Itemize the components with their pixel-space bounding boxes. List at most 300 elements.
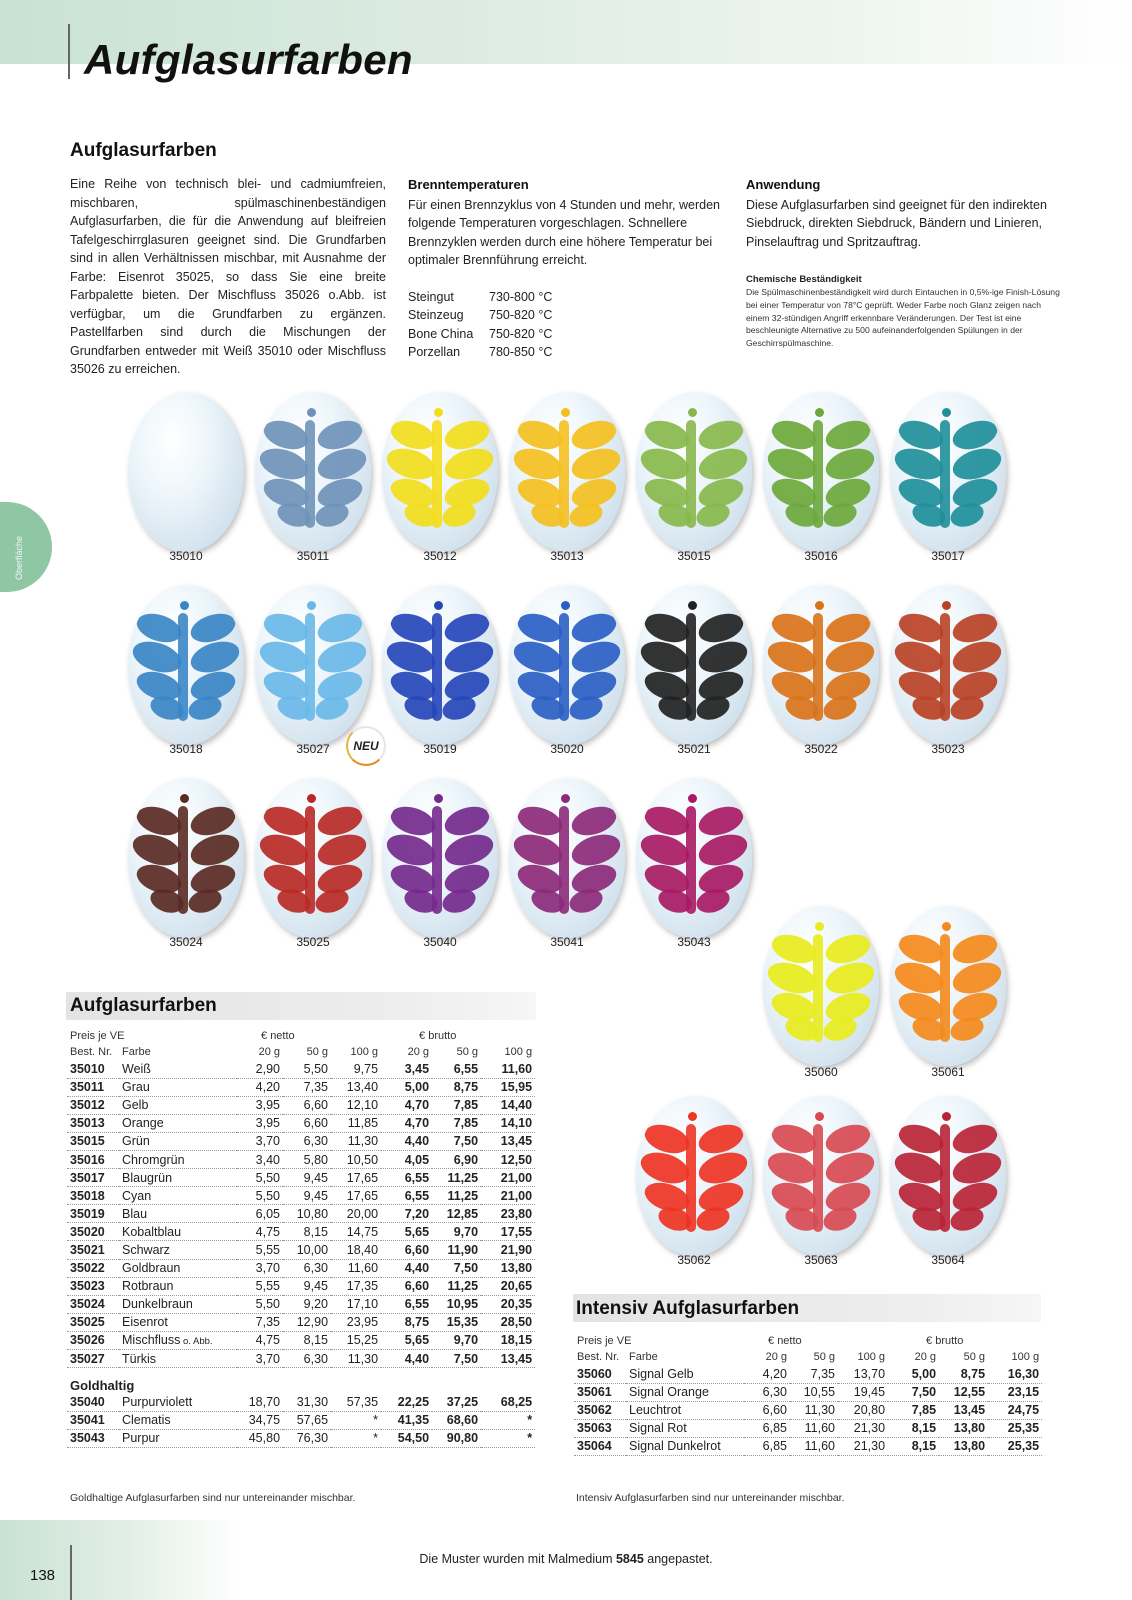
color-swatch bbox=[890, 392, 1006, 552]
swatch-code: 35010 bbox=[169, 549, 203, 563]
price-brutto: 37,25 bbox=[432, 1393, 481, 1411]
price-netto: 19,45 bbox=[838, 1383, 888, 1401]
color-swatch bbox=[509, 392, 625, 552]
swatch-code: 35062 bbox=[677, 1253, 711, 1267]
swatch-code: 35023 bbox=[931, 742, 965, 756]
price-netto: 6,60 bbox=[283, 1096, 331, 1114]
price-netto: 17,35 bbox=[331, 1277, 381, 1295]
table-row bbox=[67, 1187, 535, 1205]
swatch-code: 35061 bbox=[931, 1065, 965, 1079]
price-netto: 4,75 bbox=[237, 1331, 283, 1349]
price-brutto: 4,40 bbox=[381, 1350, 432, 1368]
price-brutto: 4,40 bbox=[381, 1132, 432, 1150]
order-number: 35041 bbox=[67, 1411, 119, 1429]
swatch-code: 35022 bbox=[804, 742, 838, 756]
price-netto: 7,35 bbox=[237, 1313, 283, 1331]
price-brutto: 13,80 bbox=[481, 1259, 535, 1277]
color-name: Rotbraun bbox=[119, 1277, 237, 1295]
col-header-size: 20 g bbox=[765, 1351, 788, 1363]
table-row bbox=[574, 1419, 1042, 1437]
price-brutto: 13,80 bbox=[939, 1419, 988, 1437]
price-brutto: 9,70 bbox=[432, 1223, 481, 1241]
color-swatch bbox=[382, 585, 498, 745]
price-brutto: 7,50 bbox=[432, 1132, 481, 1150]
table1-title: Aufglasurfarben bbox=[70, 995, 217, 1016]
price-brutto: 10,95 bbox=[432, 1295, 481, 1313]
order-number: 35023 bbox=[67, 1277, 119, 1295]
price-brutto: 12,50 bbox=[481, 1150, 535, 1168]
swatch-dot bbox=[815, 408, 824, 417]
group-row bbox=[67, 1368, 535, 1394]
price-netto: 8,15 bbox=[283, 1331, 331, 1349]
table-row bbox=[67, 1078, 535, 1096]
swatch-code: 35011 bbox=[296, 549, 330, 563]
price-brutto: 7,85 bbox=[432, 1096, 481, 1114]
price-brutto: 13,45 bbox=[481, 1132, 535, 1150]
price-netto: 6,05 bbox=[237, 1205, 283, 1223]
swatch-dot bbox=[815, 601, 824, 610]
price-netto: 7,35 bbox=[283, 1078, 331, 1096]
price-brutto: 21,90 bbox=[481, 1241, 535, 1259]
preis-label: Preis je VE bbox=[70, 1030, 125, 1042]
price-netto: * bbox=[331, 1411, 381, 1429]
color-swatch bbox=[763, 392, 879, 552]
price-netto: 10,00 bbox=[283, 1241, 331, 1259]
table-row bbox=[574, 1401, 1042, 1419]
table-row bbox=[67, 1241, 535, 1259]
anwendung-text: Diese Aufglasurfarben sind geeignet für den indirekten Siebdruck, direkten Siebdruck, Bändern und Linieren, Pinselauftrag und Spritzauftrag. bbox=[746, 197, 1047, 249]
swatch-code: 35064 bbox=[931, 1253, 965, 1267]
swatch-code: 35027 bbox=[296, 742, 330, 756]
swatch-code: 35025 bbox=[296, 935, 330, 949]
swatch-dot bbox=[815, 1112, 824, 1121]
color-swatch bbox=[763, 585, 879, 745]
table-row bbox=[67, 1411, 535, 1429]
color-swatch bbox=[255, 585, 371, 745]
price-netto: 12,10 bbox=[331, 1096, 381, 1114]
netto-label: € netto bbox=[261, 1030, 295, 1042]
table-row bbox=[67, 1331, 535, 1349]
price-brutto: 22,25 bbox=[381, 1393, 432, 1411]
color-name: Gelb bbox=[119, 1096, 237, 1114]
price-brutto: 8,75 bbox=[381, 1313, 432, 1331]
price-brutto: 16,30 bbox=[988, 1365, 1042, 1383]
temp-material: Steinzeug bbox=[408, 308, 464, 322]
page-title: Aufglasurfarben bbox=[84, 36, 413, 83]
swatch-dot bbox=[561, 794, 570, 803]
price-netto: 57,35 bbox=[331, 1393, 381, 1411]
swatch-dot bbox=[942, 1112, 951, 1121]
price-brutto: * bbox=[481, 1411, 535, 1429]
price-netto: 14,75 bbox=[331, 1223, 381, 1241]
side-tab[interactable] bbox=[0, 502, 52, 592]
color-name: Signal Dunkelrot bbox=[626, 1437, 744, 1455]
price-netto: 9,45 bbox=[283, 1277, 331, 1295]
price-netto: 3,70 bbox=[237, 1132, 283, 1150]
order-number: 35060 bbox=[574, 1365, 626, 1383]
temperature-list bbox=[408, 288, 726, 362]
note-abbr: o. Abb. bbox=[180, 1336, 213, 1348]
price-netto: 7,35 bbox=[790, 1365, 838, 1383]
color-name: Signal Orange bbox=[626, 1383, 744, 1401]
col-header-nr: Best. Nr. bbox=[70, 1046, 113, 1058]
color-name: Purpurviolett bbox=[119, 1393, 237, 1411]
swatch-code: 35041 bbox=[550, 935, 584, 949]
price-brutto: 7,20 bbox=[381, 1205, 432, 1223]
color-swatch bbox=[128, 392, 244, 552]
col-header-nr: Best. Nr. bbox=[577, 1351, 620, 1363]
order-number: 35043 bbox=[67, 1429, 119, 1447]
price-netto: 5,50 bbox=[237, 1295, 283, 1313]
order-number: 35018 bbox=[67, 1187, 119, 1205]
price-netto: 5,80 bbox=[283, 1150, 331, 1168]
price-brutto: 4,40 bbox=[381, 1259, 432, 1277]
temp-value: 750-820 °C bbox=[489, 308, 553, 322]
price-netto: 15,25 bbox=[331, 1331, 381, 1349]
order-number: 35013 bbox=[67, 1114, 119, 1132]
swatch-code: 35018 bbox=[169, 742, 203, 756]
order-number: 35040 bbox=[67, 1393, 119, 1411]
color-swatch bbox=[636, 778, 752, 938]
swatch-dot bbox=[688, 1112, 697, 1121]
price-brutto: 11,60 bbox=[481, 1060, 535, 1078]
color-name: Cyan bbox=[119, 1187, 237, 1205]
swatch-dot bbox=[434, 794, 443, 803]
price-brutto: 5,65 bbox=[381, 1331, 432, 1349]
swatch-code: 35019 bbox=[423, 742, 457, 756]
price-brutto: 5,00 bbox=[888, 1365, 939, 1383]
price-netto: 45,80 bbox=[237, 1429, 283, 1447]
price-brutto: 17,55 bbox=[481, 1223, 535, 1241]
price-brutto: 3,45 bbox=[381, 1060, 432, 1078]
order-number: 35027 bbox=[67, 1350, 119, 1368]
price-brutto: 14,10 bbox=[481, 1114, 535, 1132]
order-number: 35063 bbox=[574, 1419, 626, 1437]
brenn-column bbox=[408, 176, 726, 362]
price-netto: 3,40 bbox=[237, 1150, 283, 1168]
order-number: 35026 bbox=[67, 1331, 119, 1349]
order-number: 35062 bbox=[574, 1401, 626, 1419]
swatch-code: 35024 bbox=[169, 935, 203, 949]
price-netto: 20,00 bbox=[331, 1205, 381, 1223]
anwendung-column bbox=[746, 176, 1064, 350]
swatch-dot bbox=[688, 601, 697, 610]
col-header-size: 50 g bbox=[456, 1046, 479, 1058]
price-brutto: 24,75 bbox=[988, 1401, 1042, 1419]
price-netto: 17,10 bbox=[331, 1295, 381, 1313]
swatch-dot bbox=[307, 794, 316, 803]
price-brutto: 21,00 bbox=[481, 1169, 535, 1187]
chem-text: Die Spülmaschinenbeständigkeit wird durch Eintauchen in 0,5%-ige Finish-Lösung bei einer Temperatur von 78°C geprüft. Weder Farbe noch Glanz zeigen nach einem 32-stündigen Angriff erkennbare Veränderungen. Der Test ist eine beschleunigte Alternative zu 500 aufeinanderfolgenden Spülungen in der Geschirrspülmaschine. bbox=[746, 287, 1060, 349]
swatch-code: 35021 bbox=[677, 742, 711, 756]
order-number: 35019 bbox=[67, 1205, 119, 1223]
price-netto: 11,60 bbox=[790, 1419, 838, 1437]
brenn-heading: Brenntemperaturen bbox=[408, 177, 529, 192]
temp-material: Steingut bbox=[408, 289, 454, 304]
color-swatch bbox=[636, 392, 752, 552]
color-name: Grün bbox=[119, 1132, 237, 1150]
price-netto: 5,50 bbox=[283, 1060, 331, 1078]
table-row bbox=[574, 1383, 1042, 1401]
footer-note-text: Die Muster wurden mit Malmedium bbox=[419, 1552, 616, 1566]
color-swatch bbox=[255, 392, 371, 552]
color-name: Kobaltblau bbox=[119, 1223, 237, 1241]
price-brutto: 12,85 bbox=[432, 1205, 481, 1223]
color-name: Mischfluss o. Abb. bbox=[119, 1331, 237, 1349]
swatch-code: 35015 bbox=[677, 549, 711, 563]
table-row bbox=[574, 1437, 1042, 1455]
price-netto: 34,75 bbox=[237, 1411, 283, 1429]
side-tab-label: Oberfläche bbox=[14, 535, 24, 580]
anwendung-heading: Anwendung bbox=[746, 177, 821, 192]
price-brutto: 11,25 bbox=[432, 1187, 481, 1205]
price-brutto: 8,75 bbox=[432, 1078, 481, 1096]
price-netto: 3,70 bbox=[237, 1350, 283, 1368]
chem-heading: Chemische Beständigkeit bbox=[746, 274, 862, 285]
order-number: 35012 bbox=[67, 1096, 119, 1114]
swatch-code: 35063 bbox=[804, 1253, 838, 1267]
swatch-dot bbox=[434, 408, 443, 417]
price-netto: 4,20 bbox=[237, 1078, 283, 1096]
order-number: 35022 bbox=[67, 1259, 119, 1277]
table-row bbox=[67, 1060, 535, 1078]
color-name: Goldbraun bbox=[119, 1259, 237, 1277]
swatch-dot bbox=[307, 408, 316, 417]
col-header-size: 20 g bbox=[407, 1046, 430, 1058]
color-swatch bbox=[509, 585, 625, 745]
footer-note bbox=[0, 1552, 1132, 1566]
price-netto: 76,30 bbox=[283, 1429, 331, 1447]
price-brutto: 41,35 bbox=[381, 1411, 432, 1429]
table-row bbox=[67, 1169, 535, 1187]
price-netto: 5,55 bbox=[237, 1277, 283, 1295]
price-brutto: 4,05 bbox=[381, 1150, 432, 1168]
price-netto: 13,40 bbox=[331, 1078, 381, 1096]
price-brutto: 23,15 bbox=[988, 1383, 1042, 1401]
price-netto: 9,45 bbox=[283, 1187, 331, 1205]
price-netto: 12,90 bbox=[283, 1313, 331, 1331]
price-netto: 6,30 bbox=[283, 1259, 331, 1277]
price-netto: 13,70 bbox=[838, 1365, 888, 1383]
price-brutto: 8,15 bbox=[888, 1437, 939, 1455]
color-name: Signal Gelb bbox=[626, 1365, 744, 1383]
table-row bbox=[67, 1223, 535, 1241]
price-netto: 11,60 bbox=[331, 1259, 381, 1277]
swatch-dot bbox=[434, 601, 443, 610]
price-netto: 57,65 bbox=[283, 1411, 331, 1429]
price-brutto: 9,70 bbox=[432, 1331, 481, 1349]
page-number: 138 bbox=[30, 1567, 56, 1584]
price-brutto: 11,25 bbox=[432, 1169, 481, 1187]
price-brutto: 7,50 bbox=[432, 1350, 481, 1368]
price-brutto: 5,00 bbox=[381, 1078, 432, 1096]
col-header-farbe: Farbe bbox=[122, 1046, 151, 1058]
temp-material: Porzellan bbox=[408, 345, 461, 359]
preis-label: Preis je VE bbox=[577, 1335, 632, 1347]
price-brutto: 5,65 bbox=[381, 1223, 432, 1241]
price-netto: 6,85 bbox=[744, 1419, 790, 1437]
price-brutto: 28,50 bbox=[481, 1313, 535, 1331]
order-number: 35016 bbox=[67, 1150, 119, 1168]
price-brutto: 15,35 bbox=[432, 1313, 481, 1331]
price-netto: 6,60 bbox=[744, 1401, 790, 1419]
price-netto: 6,30 bbox=[744, 1383, 790, 1401]
price-brutto: 11,25 bbox=[432, 1277, 481, 1295]
color-name: Dunkelbraun bbox=[119, 1295, 237, 1313]
price-brutto: 25,35 bbox=[988, 1437, 1042, 1455]
price-brutto: 90,80 bbox=[432, 1429, 481, 1447]
price-netto: 17,65 bbox=[331, 1169, 381, 1187]
color-name: Clematis bbox=[119, 1411, 237, 1429]
price-brutto: 18,15 bbox=[481, 1331, 535, 1349]
price-netto: 9,20 bbox=[283, 1295, 331, 1313]
color-name: Signal Rot bbox=[626, 1419, 744, 1437]
swatch-dot bbox=[688, 794, 697, 803]
price-brutto: 12,55 bbox=[939, 1383, 988, 1401]
price-netto: 10,55 bbox=[790, 1383, 838, 1401]
temp-row bbox=[408, 306, 726, 325]
price-netto: 17,65 bbox=[331, 1187, 381, 1205]
table-row bbox=[67, 1277, 535, 1295]
swatch-dot bbox=[942, 601, 951, 610]
temp-value: 750-820 °C bbox=[489, 326, 553, 341]
swatch-code: 35013 bbox=[550, 549, 584, 563]
order-number: 35010 bbox=[67, 1060, 119, 1078]
swatch-code: 35043 bbox=[677, 935, 711, 949]
swatch-dot bbox=[942, 922, 951, 931]
color-name: Blau bbox=[119, 1205, 237, 1223]
price-netto: 21,30 bbox=[838, 1437, 888, 1455]
order-number: 35011 bbox=[67, 1078, 119, 1096]
price-brutto: 7,50 bbox=[888, 1383, 939, 1401]
price-brutto: 4,70 bbox=[381, 1096, 432, 1114]
color-swatch bbox=[636, 585, 752, 745]
col-header-size: 100 g bbox=[1011, 1351, 1040, 1363]
table-row bbox=[67, 1096, 535, 1114]
temp-row bbox=[408, 343, 726, 362]
title-rule bbox=[68, 24, 70, 79]
color-name: Grau bbox=[119, 1078, 237, 1096]
price-brutto: 14,40 bbox=[481, 1096, 535, 1114]
price-netto: 4,20 bbox=[744, 1365, 790, 1383]
price-brutto: 4,70 bbox=[381, 1114, 432, 1132]
swatch-dot bbox=[180, 601, 189, 610]
price-netto: 11,85 bbox=[331, 1114, 381, 1132]
swatch-code: 35017 bbox=[931, 549, 965, 563]
swatch-dot bbox=[815, 922, 824, 931]
price-brutto: 15,95 bbox=[481, 1078, 535, 1096]
price-netto: 18,70 bbox=[237, 1393, 283, 1411]
price-netto: 9,45 bbox=[283, 1169, 331, 1187]
col-header-size: 50 g bbox=[963, 1351, 986, 1363]
price-brutto: * bbox=[481, 1429, 535, 1447]
price-table-intensiv bbox=[574, 1333, 1042, 1456]
col-header-size: 20 g bbox=[914, 1351, 937, 1363]
price-brutto: 7,85 bbox=[888, 1401, 939, 1419]
color-swatch bbox=[382, 778, 498, 938]
color-swatch bbox=[255, 778, 371, 938]
temp-row bbox=[408, 288, 726, 307]
swatch-dot bbox=[180, 794, 189, 803]
order-number: 35020 bbox=[67, 1223, 119, 1241]
price-netto: 21,30 bbox=[838, 1419, 888, 1437]
color-swatch bbox=[890, 1096, 1006, 1256]
price-brutto: 68,60 bbox=[432, 1411, 481, 1429]
swatch-code: 35020 bbox=[550, 742, 584, 756]
order-number: 35024 bbox=[67, 1295, 119, 1313]
price-brutto: 13,45 bbox=[939, 1401, 988, 1419]
order-number: 35061 bbox=[574, 1383, 626, 1401]
price-netto: 9,75 bbox=[331, 1060, 381, 1078]
temp-material: Bone China bbox=[408, 326, 474, 341]
table-row bbox=[67, 1429, 535, 1447]
price-brutto: 13,45 bbox=[481, 1350, 535, 1368]
price-netto: 5,50 bbox=[237, 1187, 283, 1205]
color-swatch bbox=[382, 392, 498, 552]
price-brutto: 6,55 bbox=[381, 1169, 432, 1187]
col-header-size: 20 g bbox=[258, 1046, 281, 1058]
price-netto: 3,95 bbox=[237, 1114, 283, 1132]
color-swatch bbox=[128, 778, 244, 938]
price-netto: 6,60 bbox=[283, 1114, 331, 1132]
order-number: 35025 bbox=[67, 1313, 119, 1331]
table-row bbox=[67, 1259, 535, 1277]
price-brutto: 20,65 bbox=[481, 1277, 535, 1295]
intro-column bbox=[70, 175, 386, 379]
group-label: Goldhaltig bbox=[70, 1378, 135, 1394]
swatch-dot bbox=[307, 601, 316, 610]
brutto-label: € brutto bbox=[926, 1335, 964, 1347]
section-heading: Aufglasurfarben bbox=[70, 140, 217, 161]
price-netto: 6,30 bbox=[283, 1350, 331, 1368]
color-name: Leuchtrot bbox=[626, 1401, 744, 1419]
price-brutto: 6,60 bbox=[381, 1241, 432, 1259]
price-netto: 6,30 bbox=[283, 1132, 331, 1150]
neu-badge: NEU bbox=[346, 726, 386, 766]
price-brutto: 68,25 bbox=[481, 1393, 535, 1411]
table-row bbox=[67, 1205, 535, 1223]
price-netto: 31,30 bbox=[283, 1393, 331, 1411]
price-netto: 3,70 bbox=[237, 1259, 283, 1277]
price-brutto: 21,00 bbox=[481, 1187, 535, 1205]
color-name: Chromgrün bbox=[119, 1150, 237, 1168]
color-name: Türkis bbox=[119, 1350, 237, 1368]
price-brutto: 6,60 bbox=[381, 1277, 432, 1295]
price-netto: 4,75 bbox=[237, 1223, 283, 1241]
price-netto: 10,80 bbox=[283, 1205, 331, 1223]
color-swatch bbox=[509, 778, 625, 938]
table-row bbox=[67, 1393, 535, 1411]
order-number: 35021 bbox=[67, 1241, 119, 1259]
col-header-size: 50 g bbox=[306, 1046, 329, 1058]
price-table-aufglasur bbox=[67, 1028, 535, 1448]
footer-note-medium: 5845 bbox=[615, 1552, 644, 1566]
price-brutto: 6,55 bbox=[432, 1060, 481, 1078]
price-brutto: 6,55 bbox=[381, 1295, 432, 1313]
color-name: Blaugrün bbox=[119, 1169, 237, 1187]
price-netto: 20,80 bbox=[838, 1401, 888, 1419]
col-header-size: 50 g bbox=[813, 1351, 836, 1363]
color-name: Eisenrot bbox=[119, 1313, 237, 1331]
table2-title: Intensiv Aufglasurfarben bbox=[576, 1298, 800, 1319]
price-netto: 11,30 bbox=[331, 1132, 381, 1150]
brutto-label: € brutto bbox=[419, 1030, 457, 1042]
temp-value: 730-800 °C bbox=[489, 289, 553, 304]
swatch-code: 35012 bbox=[423, 549, 457, 563]
table-row bbox=[67, 1295, 535, 1313]
color-name: Orange bbox=[119, 1114, 237, 1132]
swatch-code: 35016 bbox=[804, 549, 838, 563]
